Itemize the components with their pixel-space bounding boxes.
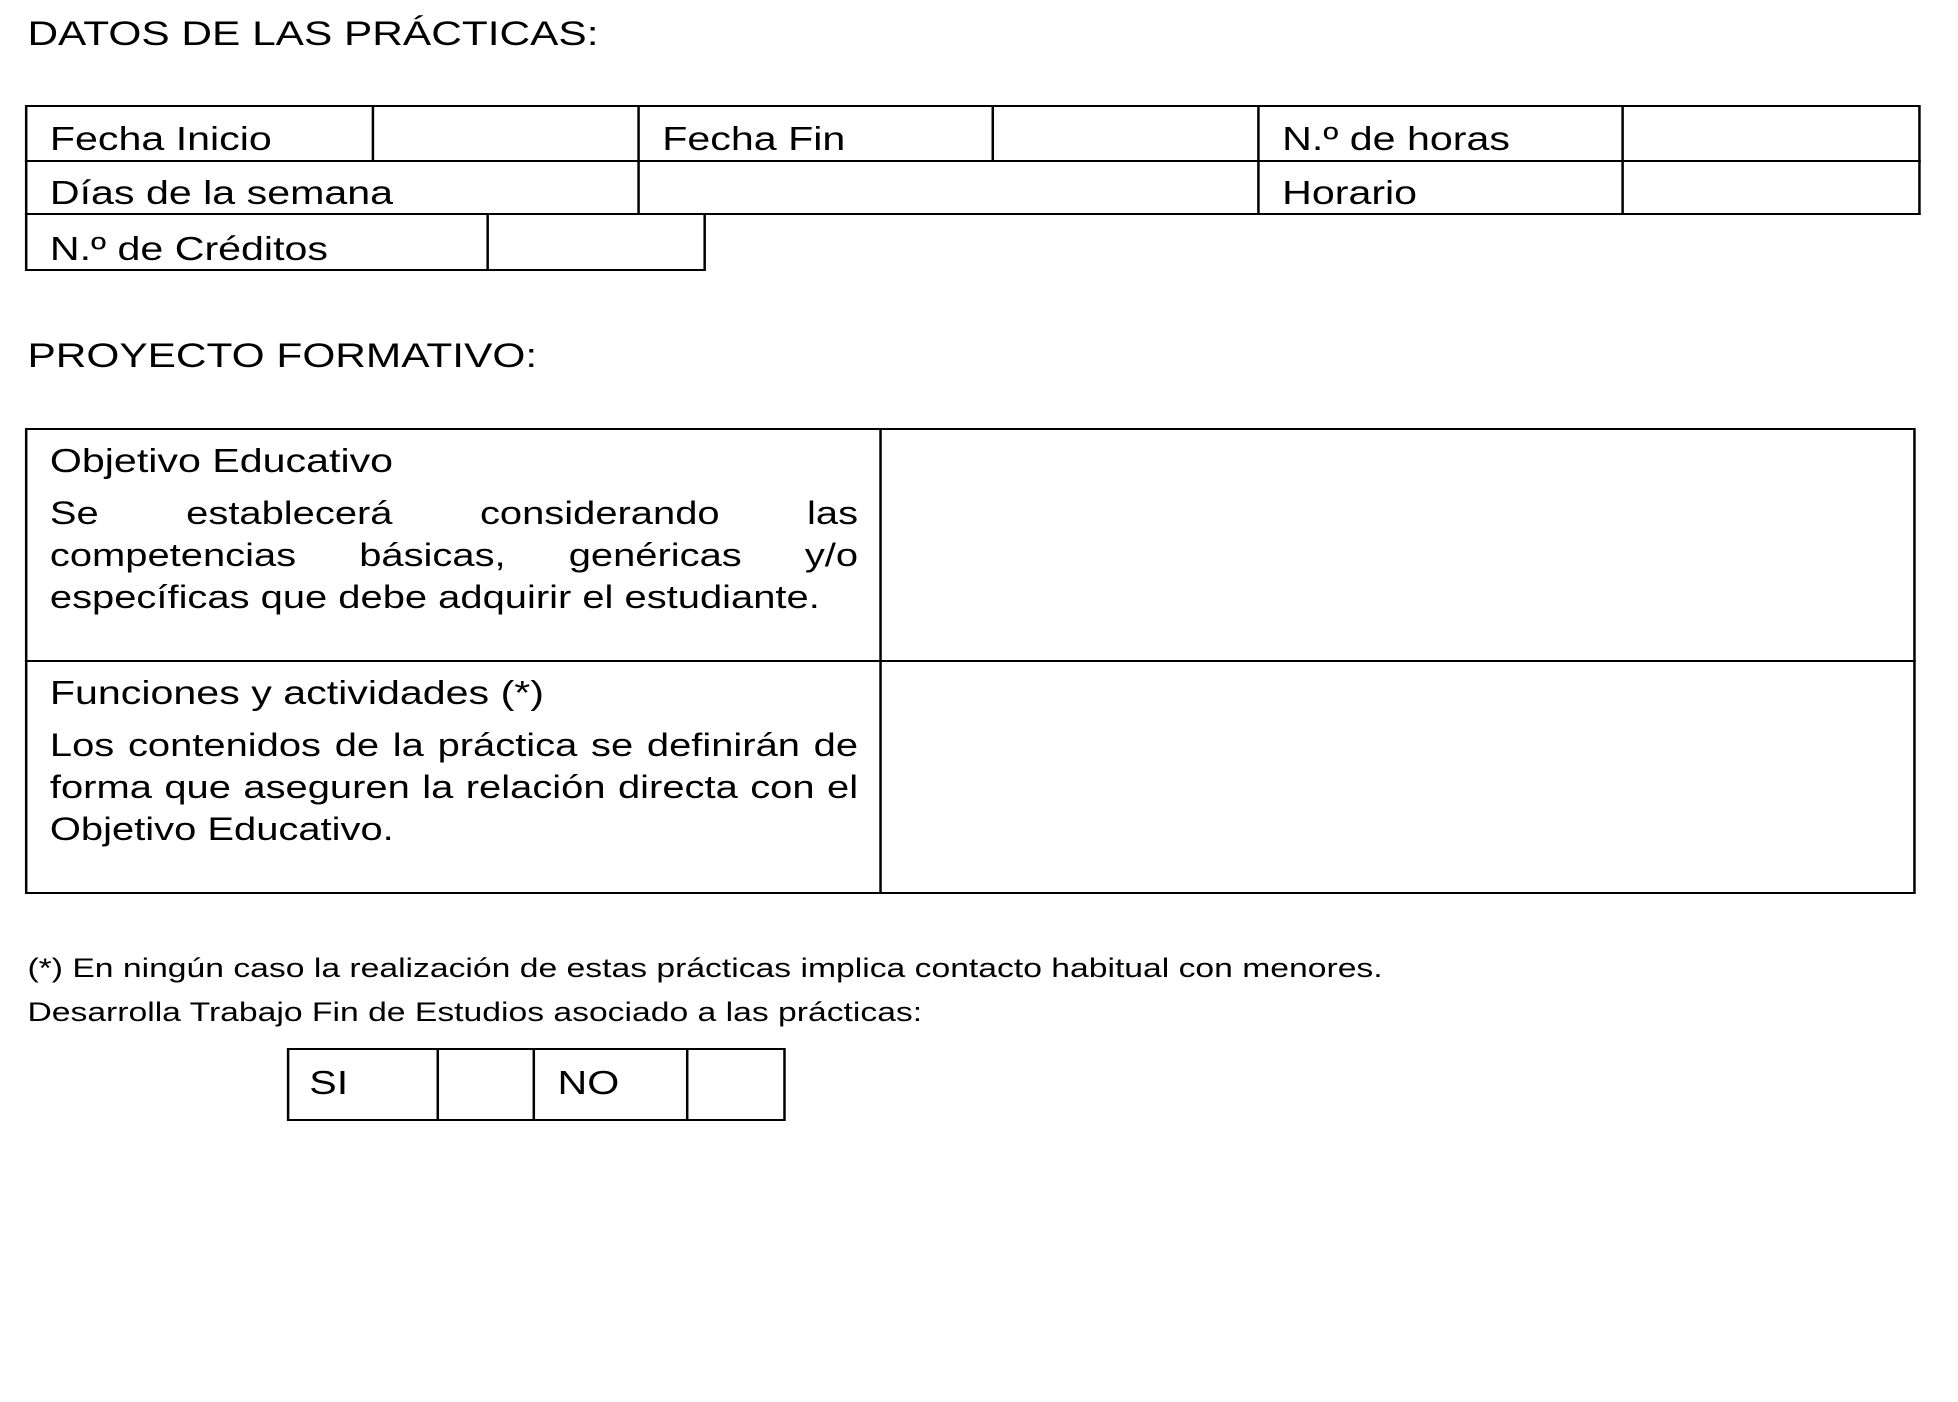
fecha-fin-field[interactable]: [994, 107, 1257, 160]
tfe-question: Desarrolla Trabajo Fin de Estudios asociado a las prácticas:: [27, 997, 923, 1027]
funciones-field[interactable]: [882, 662, 1913, 892]
tfe-si-label: SI: [309, 1064, 349, 1101]
horario-field[interactable]: [1624, 162, 1918, 213]
tfe-no-checkbox[interactable]: [688, 1050, 783, 1119]
datos-section-title: DATOS DE LAS PRÁCTICAS:: [27, 15, 599, 53]
tfe-si-checkbox[interactable]: [439, 1050, 533, 1119]
footnote: (*) En ningún caso la realización de estas prácticas implica contacto habitual con menores.: [27, 953, 1383, 983]
num-horas-field[interactable]: [1624, 107, 1918, 160]
fecha-inicio-field[interactable]: [374, 107, 637, 160]
funciones-description: Los contenidos de la práctica se definirán de forma que aseguren la relación directa con el Objetivo Educativo.: [49, 727, 859, 847]
objetivo-title: Objetivo Educativo: [49, 442, 394, 479]
dias-semana-label: Días de la semana: [49, 174, 394, 211]
fecha-fin-label: Fecha Fin: [662, 120, 846, 157]
num-creditos-label: N.º de Créditos: [49, 230, 328, 267]
num-creditos-field[interactable]: [489, 215, 704, 269]
proyecto-section-title: PROYECTO FORMATIVO:: [27, 337, 538, 375]
funciones-title: Funciones y actividades (*): [49, 674, 545, 711]
horario-label: Horario: [1282, 174, 1418, 211]
tfe-no-label: NO: [557, 1064, 620, 1101]
fecha-inicio-label: Fecha Inicio: [49, 120, 272, 157]
objetivo-field[interactable]: [882, 430, 1913, 660]
dias-semana-field[interactable]: [640, 162, 1257, 213]
objetivo-description: Se establecerá considerando las competencias básicas, genéricas y/o específicas que debe adquirir el estudiante.: [49, 495, 859, 615]
num-horas-label: N.º de horas: [1282, 120, 1510, 157]
